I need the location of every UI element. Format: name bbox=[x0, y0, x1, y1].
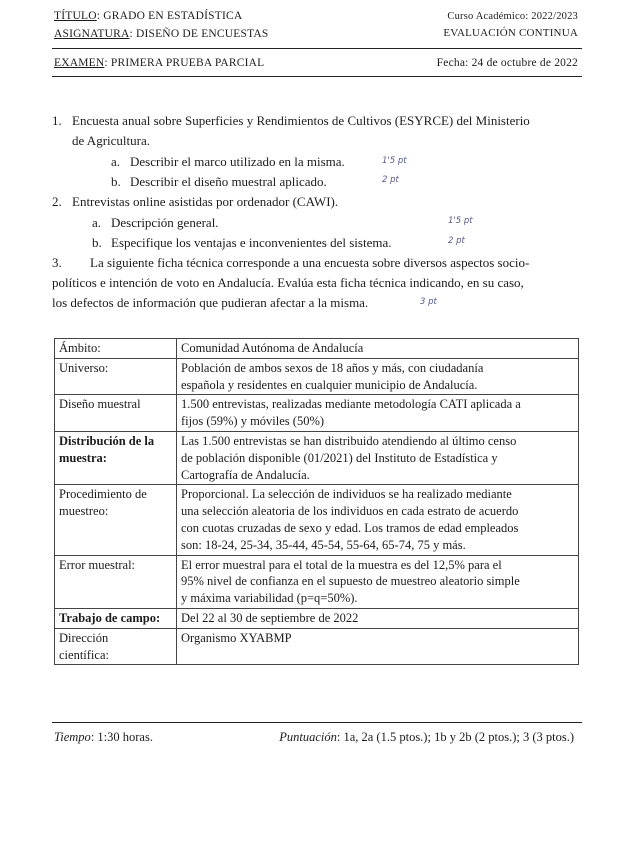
question-1b-letter: b. bbox=[111, 174, 121, 189]
question-2b-handwritten-points: 2 pt bbox=[448, 236, 465, 246]
question-3-line-3: los defectos de información que pudieran afectar a la misma. bbox=[52, 295, 369, 310]
question-1-line-2: de Agricultura. bbox=[72, 133, 150, 148]
footer-rule bbox=[52, 722, 582, 723]
error-value bbox=[177, 555, 579, 608]
table-row bbox=[55, 358, 579, 395]
diseno-label: Diseño muestral bbox=[55, 395, 177, 432]
distribucion-label-2: muestra: bbox=[59, 450, 107, 465]
distribucion-value bbox=[177, 431, 579, 484]
header-rule-bottom bbox=[52, 76, 582, 77]
procedimiento-value bbox=[177, 485, 579, 555]
titulo-value: : GRADO EN ESTADÍSTICA bbox=[96, 10, 243, 22]
table-row bbox=[55, 555, 579, 608]
direccion-label-1: Dirección bbox=[59, 630, 109, 645]
table-row bbox=[55, 608, 579, 628]
titulo-label: TÍTULO bbox=[54, 10, 97, 22]
ficha-tecnica-table bbox=[54, 338, 579, 665]
puntuacion-label: Puntuación bbox=[279, 730, 337, 744]
header-rule-top bbox=[52, 48, 582, 49]
table-row bbox=[55, 628, 579, 665]
table-row bbox=[55, 339, 579, 359]
question-2-number: 2. bbox=[52, 194, 62, 209]
question-3-handwritten-points: 3 pt bbox=[420, 297, 437, 307]
error-label: Error muestral: bbox=[55, 555, 177, 608]
question-1a-handwritten-points: 1'5 pt bbox=[382, 156, 407, 166]
procedimiento-label-1: Procedimiento de bbox=[59, 487, 147, 502]
academic-year: Curso Académico: 2022/2023 bbox=[447, 11, 578, 22]
question-2b-letter: b. bbox=[92, 235, 102, 250]
distribucion-label-1: Distribución de la bbox=[59, 433, 155, 448]
procedimiento-line-3: con cuotas cruzadas de sexo y edad. Los tramos de edad empleados bbox=[181, 520, 519, 535]
exam-title bbox=[54, 57, 264, 69]
direccion-label-2: científica: bbox=[59, 647, 109, 662]
question-2b-text: Especifique los ventajas e inconvenientes del sistema. bbox=[111, 235, 392, 250]
question-1a-text: Describir el marco utilizado en la misma. bbox=[130, 154, 345, 169]
exam-date: Fecha: 24 de octubre de 2022 bbox=[436, 57, 578, 69]
table-row bbox=[55, 485, 579, 555]
exam-time bbox=[54, 730, 153, 745]
question-3-number: 3. bbox=[52, 255, 62, 270]
procedimiento-label-2: muestreo: bbox=[59, 504, 109, 519]
ambito-label: Ámbito: bbox=[55, 339, 177, 359]
diseno-value bbox=[177, 395, 579, 432]
question-3-line-1: La siguiente ficha técnica corresponde a una encuesta sobre diversos aspectos socio- bbox=[90, 255, 530, 270]
examen-value: : PRIMERA PRUEBA PARCIAL bbox=[104, 57, 265, 69]
trabajo-label: Trabajo de campo: bbox=[55, 608, 177, 628]
puntuacion-value: : 1a, 2a (1.5 ptos.); 1b y 2b (2 ptos.); 3 (3 ptos.) bbox=[336, 730, 574, 744]
trabajo-value: Del 22 al 30 de septiembre de 2022 bbox=[177, 608, 579, 628]
direccion-label bbox=[55, 628, 177, 665]
asignatura-value: : DISEÑO DE ENCUESTAS bbox=[129, 28, 269, 40]
direccion-value: Organismo XYABMP bbox=[177, 628, 579, 665]
procedimiento-label bbox=[55, 485, 177, 555]
procedimiento-line-4: son: 18-24, 25-34, 35-44, 45-54, 55-64, 65-74, 75 y más. bbox=[181, 537, 466, 552]
question-1a-letter: a. bbox=[111, 154, 121, 169]
universo-line-1: Población de ambos sexos de 18 años y más, con ciudadanía bbox=[181, 360, 484, 375]
error-line-2: 95% nivel de confianza en el supuesto de muestreo aleatorio simple bbox=[181, 574, 520, 589]
distribucion-line-2: de población disponible (01/2021) del Instituto de Estadística y bbox=[181, 450, 498, 465]
diseno-line-2: fijos (59%) y móviles (50%) bbox=[181, 414, 325, 429]
ambito-value: Comunidad Autónoma de Andalucía bbox=[177, 339, 579, 359]
tiempo-value: : 1:30 horas. bbox=[90, 730, 153, 744]
question-1b-text: Describir el diseño muestral aplicado. bbox=[130, 174, 327, 189]
error-line-1: El error muestral para el total de la muestra es del 12,5% para el bbox=[181, 557, 502, 572]
universo-value bbox=[177, 358, 579, 395]
table-row bbox=[55, 395, 579, 432]
question-2a-letter: a. bbox=[92, 215, 102, 230]
exam-scoring bbox=[279, 730, 574, 745]
procedimiento-line-2: una selección aleatoria de los individuos en cada estrato de acuerdo bbox=[181, 504, 519, 519]
course-name bbox=[54, 28, 269, 40]
table-row bbox=[55, 431, 579, 484]
asignatura-label: ASIGNATURA bbox=[54, 28, 130, 40]
tiempo-label: Tiempo bbox=[54, 730, 91, 744]
error-line-3: y máxima variabilidad (p=q=50%). bbox=[181, 591, 358, 606]
question-1-number: 1. bbox=[52, 113, 62, 128]
distribucion-line-1: Las 1.500 entrevistas se han distribuido atendiendo al último censo bbox=[181, 433, 517, 448]
degree-title bbox=[54, 10, 242, 22]
question-1-line-1: Encuesta anual sobre Superficies y Rendimientos de Cultivos (ESYRCE) del Ministerio bbox=[72, 113, 530, 128]
question-2-text: Entrevistas online asistidas por ordenador (CAWI). bbox=[72, 194, 339, 209]
question-2a-text: Descripción general. bbox=[111, 215, 219, 230]
distribucion-label bbox=[55, 431, 177, 484]
examen-label: EXAMEN bbox=[54, 57, 105, 69]
universo-line-2: española y residentes en cualquier municipio de Andalucía. bbox=[181, 377, 478, 392]
question-1b-handwritten-points: 2 pt bbox=[382, 175, 399, 185]
question-2a-handwritten-points: 1'5 pt bbox=[448, 216, 473, 226]
evaluation-type: EVALUACIÓN CONTINUA bbox=[443, 27, 578, 39]
distribucion-line-3: Cartografía de Andalucía. bbox=[181, 467, 310, 482]
question-3-line-2: políticos e intención de voto en Andalucía. Evalúa esta ficha técnica indicando, en su caso, bbox=[52, 275, 524, 290]
universo-label: Universo: bbox=[55, 358, 177, 395]
procedimiento-line-1: Proporcional. La selección de individuos se ha realizado mediante bbox=[181, 487, 512, 502]
diseno-line-1: 1.500 entrevistas, realizadas mediante metodología CATI aplicada a bbox=[181, 397, 521, 412]
